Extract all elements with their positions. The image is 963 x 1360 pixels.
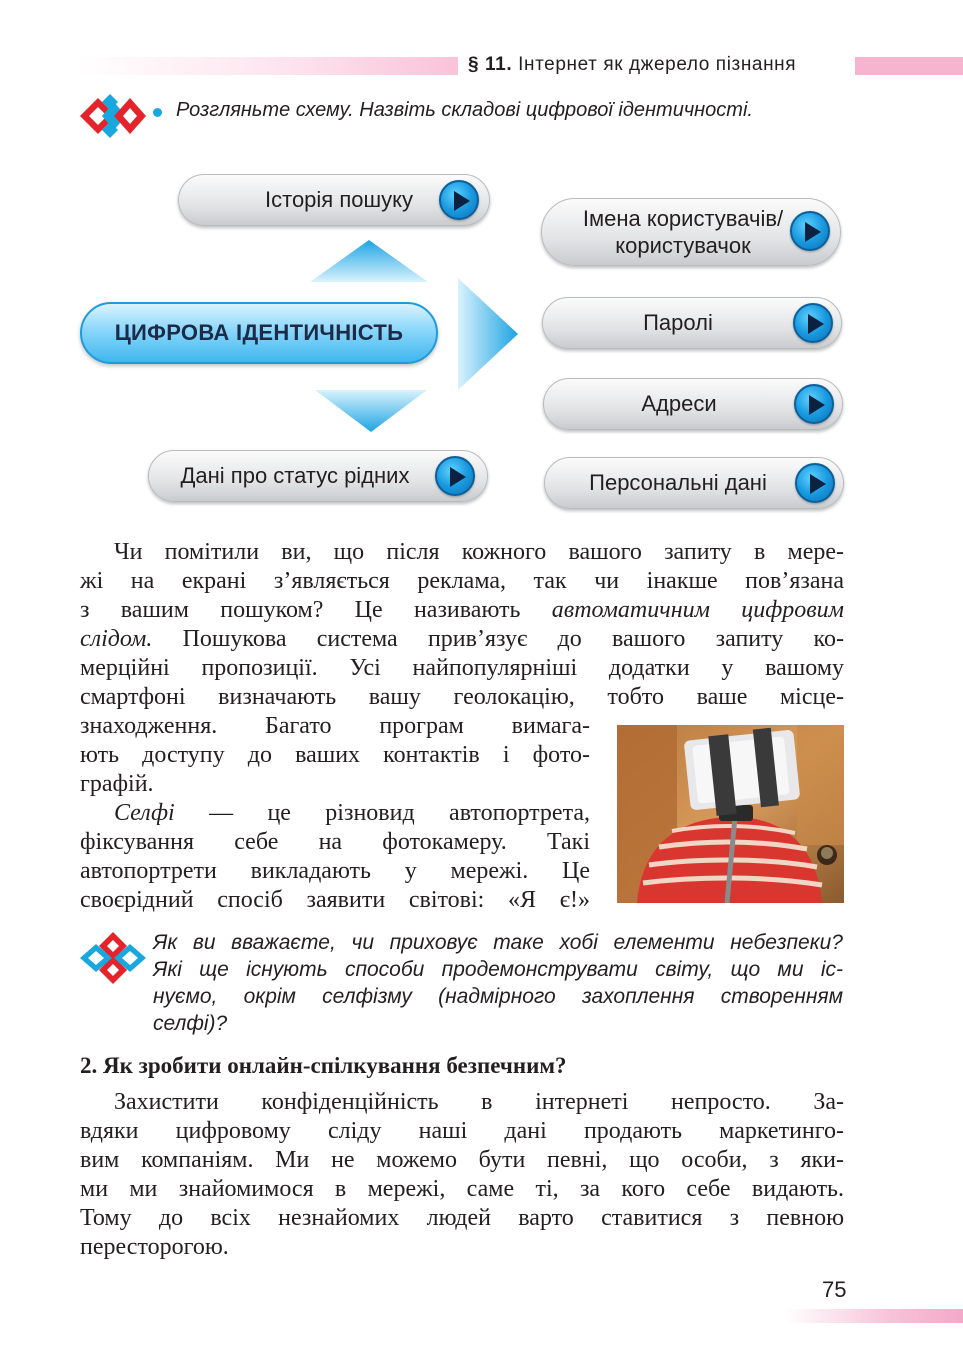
- diagram-item-label: Дані про статус рідних: [180, 463, 410, 489]
- diagram-item-label: користувачок: [615, 233, 751, 258]
- text-line: пересторогою.: [80, 1234, 229, 1260]
- arrow-down-icon: [315, 390, 427, 432]
- text-line: вдяки цифровому сліду наші дані продають маркетинго-: [80, 1118, 844, 1144]
- text-line: смартфоні визначають вашу геолокацію, тобто ваше місце-: [80, 684, 844, 710]
- text-line: селфі)?: [153, 1012, 228, 1035]
- text-line: Чи помітили ви, що після кожного вашого запиту в мере-: [114, 539, 844, 565]
- text-line: своєрідний спосіб заявити світові: «Я є!»: [80, 887, 590, 913]
- text-line: знаходження. Багато програм вимага-: [80, 713, 590, 739]
- arrow-right-icon: [458, 278, 518, 390]
- body-paragraph-1: [80, 538, 844, 712]
- body-paragraph-2: [80, 799, 590, 915]
- diagram-item-personal-data: [544, 457, 844, 509]
- text-segment: Пошукова система прив’язує до вашого запиту ко-: [152, 626, 844, 652]
- rhombus-ornament-icon: [78, 930, 148, 986]
- header-decor-bar-right: [855, 57, 963, 75]
- diagram-center-digital-identity: ЦИФРОВА ІДЕНТИЧНІСТЬ: [80, 302, 438, 364]
- rhombus-ornament-icon: [78, 92, 150, 140]
- footer-decor-bar: [785, 1309, 963, 1323]
- text-line: фіксування себе на фотокамеру. Такі: [80, 829, 590, 855]
- text-line: мерційні пропозиції. Усі найпопулярніші додатки у вашому: [80, 655, 844, 681]
- diagram-item-label: Персональні дані: [589, 470, 767, 496]
- diagram-item-relatives-status: [148, 450, 488, 502]
- diagram-item-label: Паролі: [643, 310, 713, 336]
- play-arrow-icon: [790, 211, 830, 251]
- diagram-item-label-group: [550, 199, 816, 265]
- question-block: [153, 929, 843, 1037]
- text-line: [80, 625, 844, 654]
- play-arrow-icon: [795, 463, 835, 503]
- section-heading: 2. Як зробити онлайн-спілкування безпечним?: [80, 1053, 567, 1078]
- text-segment: з вашим пошуком? Це називають: [80, 597, 552, 623]
- text-line: ми ми знайомимося в мережі, саме ті, за кого себе видають.: [80, 1176, 844, 1202]
- text-line: жі на екрані з’являється реклама, так чи інакше пов’язана: [80, 568, 844, 594]
- play-arrow-icon: [794, 384, 834, 424]
- text-line: нуємо, окрім селфізму (надмірного захоплення створенням: [153, 985, 843, 1008]
- task-instruction: Розгляньте схему. Назвіть складові цифрової ідентичності.: [176, 99, 753, 121]
- text-line: [80, 596, 844, 625]
- text-line: Як ви вважаєте, чи приховує таке хобі елементи небезпеки?: [153, 931, 843, 954]
- diagram-item-usernames: [541, 198, 841, 266]
- body-paragraph-3: [80, 1088, 844, 1262]
- text-line: графій.: [80, 771, 154, 797]
- text-line: вим компаніям. Ми не можемо бути певні, що особи, з яки-: [80, 1147, 844, 1173]
- diagram-item-addresses: [543, 378, 843, 430]
- header-decor-bar: [78, 57, 458, 75]
- diagram-item-passwords: [542, 297, 842, 349]
- play-arrow-icon: [793, 303, 833, 343]
- text-line: Тому до всіх незнайомих людей варто ставитися з певною: [80, 1205, 844, 1231]
- diagram-item-label: Адреси: [641, 391, 717, 417]
- term-italic: Селфі: [114, 800, 175, 826]
- selfie-photo: [617, 725, 844, 903]
- arrow-up-icon: [310, 240, 428, 282]
- play-arrow-icon: [439, 180, 479, 220]
- diagram-item-search-history: [178, 174, 490, 226]
- term-italic: автоматичним цифровим: [551, 597, 844, 623]
- text-line: автопортрети викладають у мережі. Це: [80, 858, 590, 884]
- play-arrow-icon: [435, 456, 475, 496]
- text-line: Захистити конфіденційність в інтернеті непросто. За-: [114, 1089, 844, 1115]
- running-header: [468, 54, 796, 76]
- text-line: ють доступу до ваших контактів і фото-: [80, 742, 590, 768]
- bullet-dot: [153, 108, 162, 117]
- section-title: Інтернет як джерело пізнання: [518, 54, 797, 75]
- body-paragraph-1-cont: [80, 712, 590, 799]
- term-italic: слідом.: [80, 626, 153, 652]
- text-segment: — це різновид автопортрета,: [174, 800, 590, 826]
- page-number: 75: [822, 1277, 847, 1302]
- section-number: § 11.: [468, 54, 513, 75]
- text-line: [80, 799, 590, 828]
- diagram-item-label: Імена користувачів/: [582, 205, 784, 231]
- text-line: Які ще існують способи продемонструвати світу, що ми іс-: [153, 958, 843, 981]
- diagram-item-label: Історія пошуку: [265, 187, 413, 213]
